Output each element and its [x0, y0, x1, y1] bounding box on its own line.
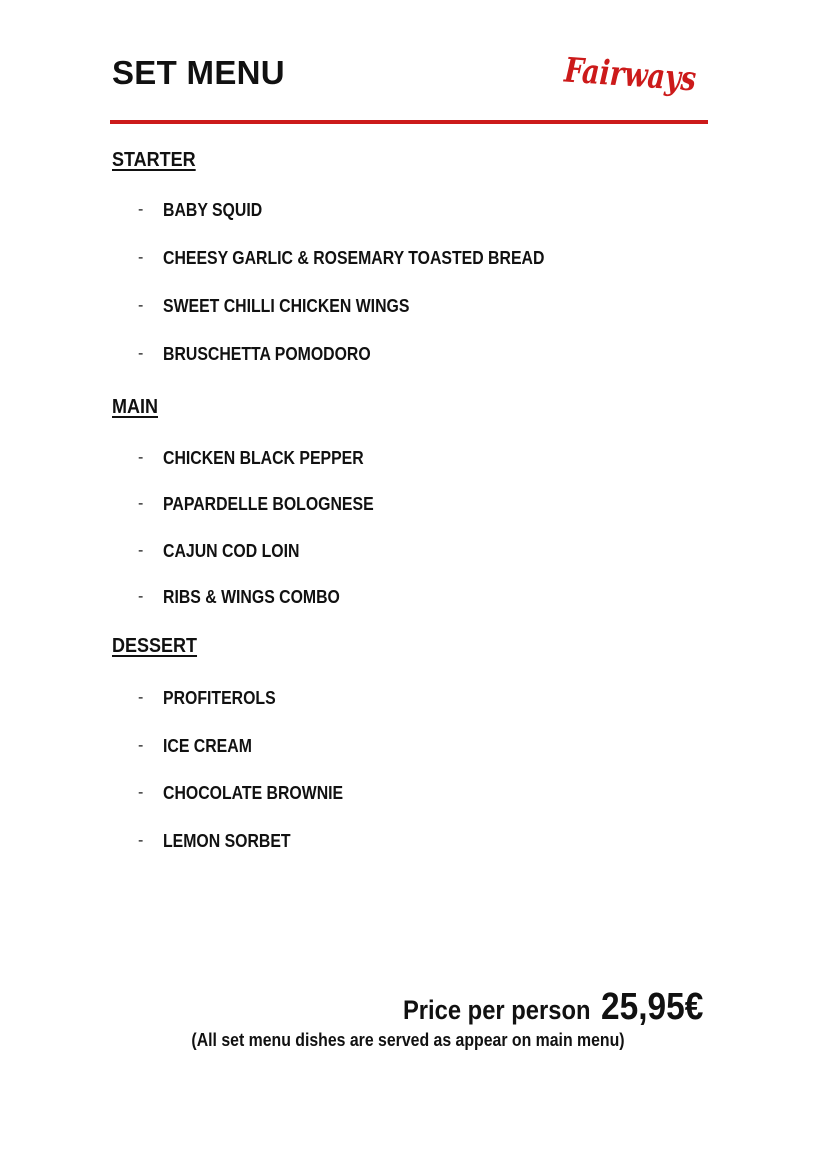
menu-item-label: PROFITEROLS	[163, 687, 276, 708]
logo-text: Fairways	[562, 50, 731, 102]
bullet-dash: -	[138, 297, 144, 314]
menu-item-label: RIBS & WINGS COMBO	[163, 586, 340, 607]
page-title: SET MENU	[112, 54, 285, 91]
menu-item-label: CHEESY GARLIC & ROSEMARY TOASTED BREAD	[163, 247, 545, 268]
list-item	[138, 687, 291, 709]
list-item	[138, 199, 276, 221]
list-item	[138, 735, 264, 757]
price-label: Price per person	[402, 995, 591, 1025]
menu-item-label: CHOCOLATE BROWNIE	[163, 782, 344, 803]
fairways-logo	[560, 48, 731, 106]
bullet-dash: -	[138, 737, 144, 754]
bullet-dash: -	[138, 588, 144, 605]
price-line	[403, 986, 703, 1029]
list-item	[138, 830, 308, 852]
menu-item-label: CAJUN COD LOIN	[163, 540, 300, 561]
bullet-dash: -	[138, 345, 144, 362]
list-item	[138, 295, 443, 317]
bullet-dash: -	[138, 542, 144, 559]
price-value: 25,95€	[600, 986, 703, 1028]
bullet-dash: -	[138, 495, 144, 512]
list-item	[138, 540, 318, 562]
menu-item-label: ICE CREAM	[163, 735, 252, 756]
menu-item-label: CHICKEN BLACK PEPPER	[163, 447, 364, 468]
menu-item-label: SWEET CHILLI CHICKEN WINGS	[163, 295, 410, 316]
section-title-starter: STARTER	[112, 149, 196, 171]
bullet-dash: -	[138, 449, 144, 466]
list-item	[138, 493, 402, 515]
menu-item-label: PAPARDELLE BOLOGNESE	[163, 493, 374, 514]
bullet-dash: -	[138, 249, 144, 266]
menu-item-label: LEMON SORBET	[163, 830, 291, 851]
list-item	[138, 247, 596, 269]
bullet-dash: -	[138, 784, 144, 801]
list-item	[138, 586, 364, 608]
bullet-dash: -	[138, 689, 144, 706]
bullet-dash: -	[138, 201, 144, 218]
list-item	[138, 782, 368, 804]
list-item	[138, 343, 399, 365]
bullet-dash: -	[138, 832, 144, 849]
footnote: (All set menu dishes are served as appear on main menu)	[191, 1030, 625, 1050]
section-title-main: MAIN	[112, 396, 158, 418]
menu-item-label: BRUSCHETTA POMODORO	[163, 343, 371, 364]
list-item	[138, 447, 391, 469]
section-title-dessert: DESSERT	[112, 635, 198, 657]
menu-item-label: BABY SQUID	[163, 199, 263, 220]
header-divider	[110, 120, 708, 124]
